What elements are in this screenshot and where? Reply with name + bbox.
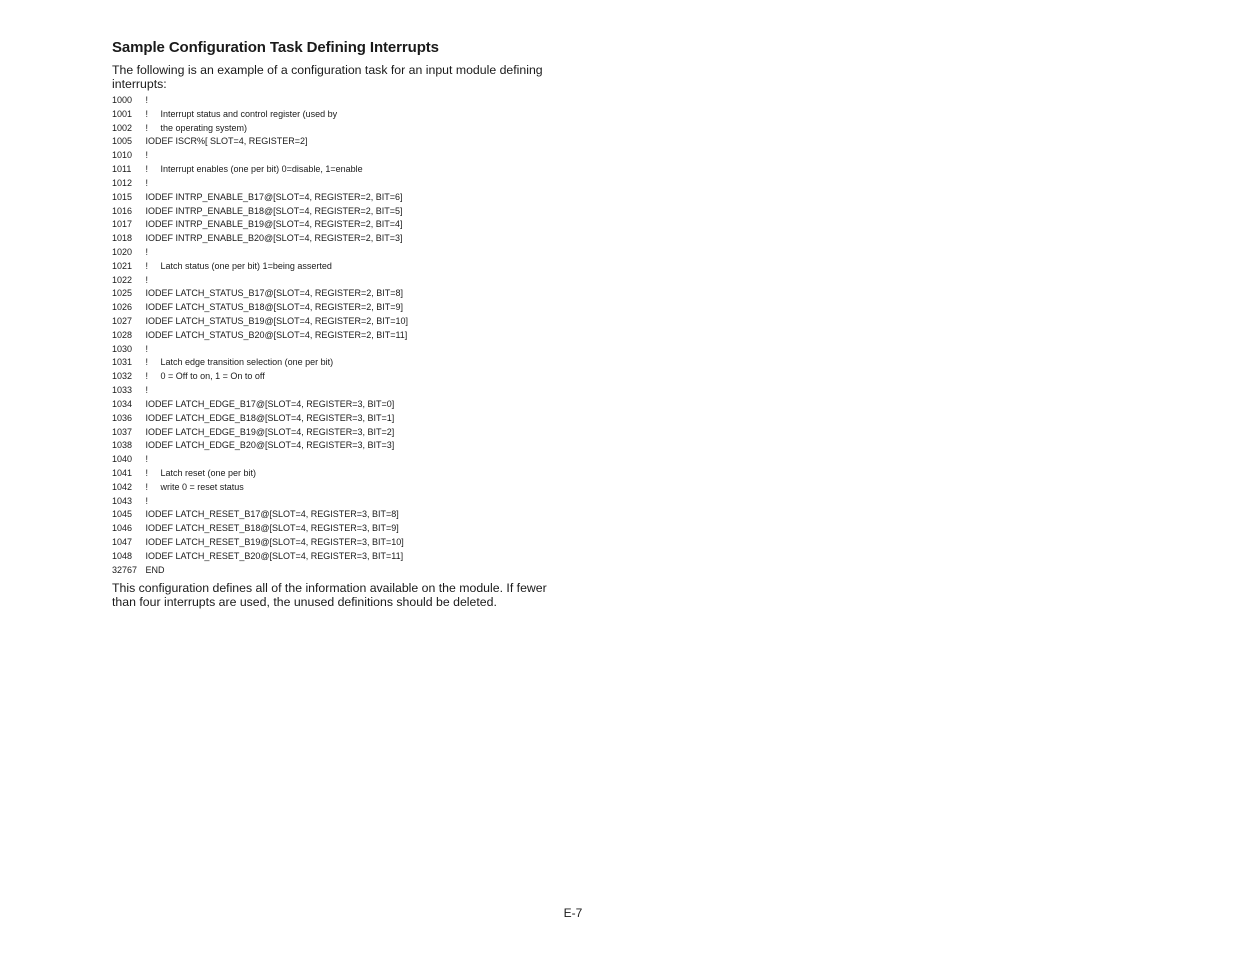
code-statement: IODEF INTRP_ENABLE_B18@[SLOT=4, REGISTER=2, BIT=5] — [145, 205, 403, 216]
line-number: 1002 — [112, 122, 133, 133]
code-statement: ! Interrupt status and control register (used by — [145, 108, 338, 119]
line-number: 1047 — [112, 537, 133, 547]
code-statement: ! — [145, 95, 149, 105]
code-statement: ! — [145, 274, 149, 285]
line-number: 32767 — [112, 564, 138, 575]
code-statement: IODEF LATCH_EDGE_B17@[SLOT=4, REGISTER=3, BIT=0] — [145, 398, 395, 409]
line-number: 1026 — [112, 302, 133, 313]
code-statement: ! 0 = Off to on, 1 = On to off — [145, 371, 265, 382]
code-statement: IODEF LATCH_STATUS_B18@[SLOT=4, REGISTER=2, BIT=9] — [145, 302, 403, 313]
code-statement: IODEF INTRP_ENABLE_B19@[SLOT=4, REGISTER=2, BIT=4] — [145, 219, 403, 230]
code-statement: ! Interrupt enables (one per bit) 0=disable, 1=enable — [145, 164, 363, 175]
line-number: 1027 — [112, 316, 133, 326]
line-number: 1037 — [112, 426, 133, 437]
code-statement: ! — [145, 343, 149, 354]
code-statement: IODEF INTRP_ENABLE_B17@[SLOT=4, REGISTER=2, BIT=6] — [145, 191, 403, 202]
line-number: 1028 — [112, 329, 133, 340]
intro-paragraph: The following is an example of a configuration task for an input module defining interrupts: — [112, 63, 543, 91]
code-statement: IODEF LATCH_RESET_B19@[SLOT=4, REGISTER=3, BIT=10] — [145, 537, 404, 547]
code-statement: ! — [145, 246, 149, 257]
line-number: 1036 — [112, 412, 133, 423]
line-number: 1033 — [112, 385, 133, 396]
code-statement: IODEF LATCH_RESET_B18@[SLOT=4, REGISTER=3, BIT=9] — [145, 523, 399, 534]
code-statement: IODEF ISCR%[ SLOT=4, REGISTER=2] — [145, 136, 308, 147]
line-number: 1010 — [112, 150, 133, 161]
line-number: 1030 — [112, 343, 133, 354]
line-number: 1001 — [112, 108, 133, 119]
code-statement: ! the operating system) — [145, 122, 248, 133]
line-number: 1034 — [112, 398, 133, 409]
code-statement: ! — [145, 385, 149, 396]
line-number: 1043 — [112, 495, 133, 506]
page-number: E-7 — [563, 906, 583, 920]
code-statement: END — [145, 564, 165, 575]
line-number: 1040 — [112, 454, 133, 465]
code-statement: ! write 0 = reset status — [145, 481, 244, 492]
line-number: 1020 — [112, 246, 133, 257]
line-number: 1041 — [112, 467, 133, 478]
line-number: 1005 — [112, 136, 133, 147]
line-number: 1015 — [112, 191, 133, 202]
closing-paragraph: This configuration defines all of the information available on the module. If fewer than four interrupts are used, the unused definitions should be deleted. — [112, 581, 547, 609]
code-statement: IODEF INTRP_ENABLE_B20@[SLOT=4, REGISTER=2, BIT=3] — [145, 233, 403, 244]
line-number: 1000 — [112, 95, 133, 105]
line-number: 1022 — [112, 274, 133, 285]
code-statement: IODEF LATCH_STATUS_B17@[SLOT=4, REGISTER=2, BIT=8] — [145, 288, 403, 299]
line-number: 1046 — [112, 523, 133, 534]
code-statement: IODEF LATCH_EDGE_B19@[SLOT=4, REGISTER=3, BIT=2] — [145, 426, 395, 437]
line-number: 1017 — [112, 219, 133, 230]
line-number: 1048 — [112, 550, 133, 561]
line-number: 1012 — [112, 177, 133, 188]
line-number: 1042 — [112, 481, 133, 492]
line-number: 1032 — [112, 371, 133, 382]
line-number: 1031 — [112, 357, 133, 368]
line-number: 1038 — [112, 440, 133, 451]
code-statement: ! — [145, 495, 149, 506]
line-number: 1021 — [112, 260, 133, 271]
code-statement: ! Latch edge transition selection (one per bit) — [145, 357, 334, 368]
line-number: 1011 — [112, 164, 132, 175]
code-statement: ! — [145, 177, 149, 188]
code-statement: IODEF LATCH_EDGE_B18@[SLOT=4, REGISTER=3, BIT=1] — [145, 412, 395, 423]
code-statement: IODEF LATCH_EDGE_B20@[SLOT=4, REGISTER=3, BIT=3] — [145, 440, 395, 451]
code-statement: ! — [145, 150, 149, 161]
page-title: Sample Configuration Task Defining Interrupts — [112, 39, 439, 56]
code-statement: IODEF LATCH_STATUS_B19@[SLOT=4, REGISTER=2, BIT=10] — [145, 316, 408, 326]
line-number: 1018 — [112, 233, 133, 244]
code-statement: IODEF LATCH_STATUS_B20@[SLOT=4, REGISTER=2, BIT=11] — [145, 329, 408, 340]
code-statement: ! — [145, 454, 149, 465]
code-statement: ! Latch status (one per bit) 1=being asserted — [145, 260, 332, 271]
code-statement: IODEF LATCH_RESET_B20@[SLOT=4, REGISTER=3, BIT=11] — [145, 550, 404, 561]
code-statement: IODEF LATCH_RESET_B17@[SLOT=4, REGISTER=3, BIT=8] — [145, 509, 399, 520]
code-statement: ! Latch reset (one per bit) — [145, 467, 257, 478]
line-number: 1016 — [112, 205, 133, 216]
line-number: 1025 — [112, 288, 133, 299]
line-number: 1045 — [112, 509, 133, 520]
